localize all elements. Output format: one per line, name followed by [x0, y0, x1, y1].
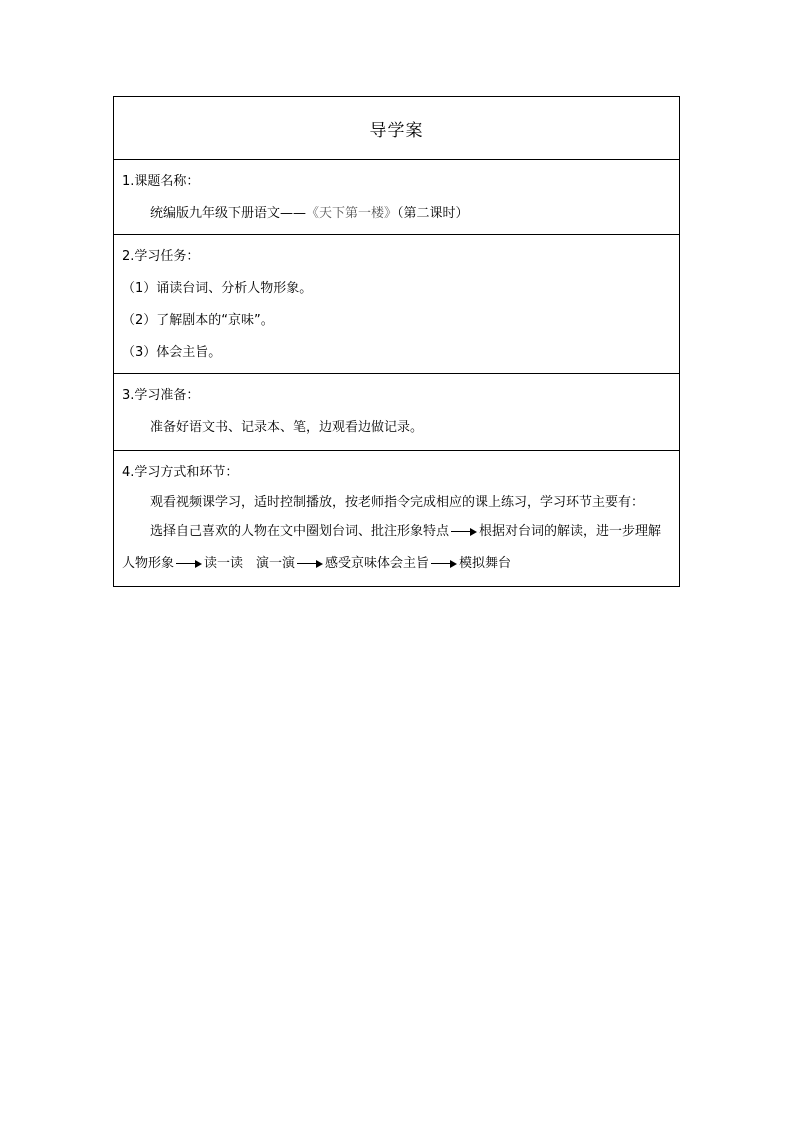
play-title: 《天下第一楼》 — [306, 206, 398, 221]
step-3: 读一读 演一演 — [204, 556, 296, 571]
arrow-right-icon — [431, 559, 457, 569]
section-heading: 3.学习准备： — [122, 388, 200, 403]
learning-steps — [122, 516, 671, 580]
step-2: 根据对台词的解读，进一步理解人物形象 — [122, 524, 662, 571]
topic-name — [122, 198, 671, 230]
section-preparation — [114, 374, 679, 451]
task-item: （2）了解剧本的“京味”。 — [122, 313, 274, 328]
section-heading: 1.课题名称： — [122, 174, 200, 189]
step-4: 感受京味体会主旨 — [325, 556, 430, 571]
arrow-right-icon — [176, 559, 202, 569]
lesson-number: （第二课时） — [397, 206, 469, 221]
step-5: 模拟舞台 — [459, 556, 512, 571]
section-method — [114, 451, 679, 586]
step-1: 选择自己喜欢的人物在文中圈划台词、批注形象特点 — [150, 524, 450, 539]
section-tasks — [114, 235, 679, 374]
topic-text: 统编版九年级下册语文—— — [150, 206, 307, 221]
task-item: （1）诵读台词、分析人物形象。 — [122, 281, 313, 296]
preparation-text: 准备好语文书、记录本、笔，边观看边做记录。 — [150, 420, 424, 435]
method-paragraph: 观看视频课学习，适时控制播放，按老师指令完成相应的课上练习，学习环节主要有： — [150, 495, 645, 510]
arrow-right-icon — [297, 559, 323, 569]
arrow-right-icon — [451, 527, 477, 537]
section-heading: 4.学习方式和环节： — [122, 465, 239, 480]
study-guide-table — [113, 96, 680, 587]
title-row — [114, 97, 679, 160]
section-topic — [114, 160, 679, 235]
task-item: （3）体会主旨。 — [122, 345, 222, 360]
section-heading: 2.学习任务： — [122, 249, 200, 264]
document-title: 导学案 — [369, 120, 424, 141]
